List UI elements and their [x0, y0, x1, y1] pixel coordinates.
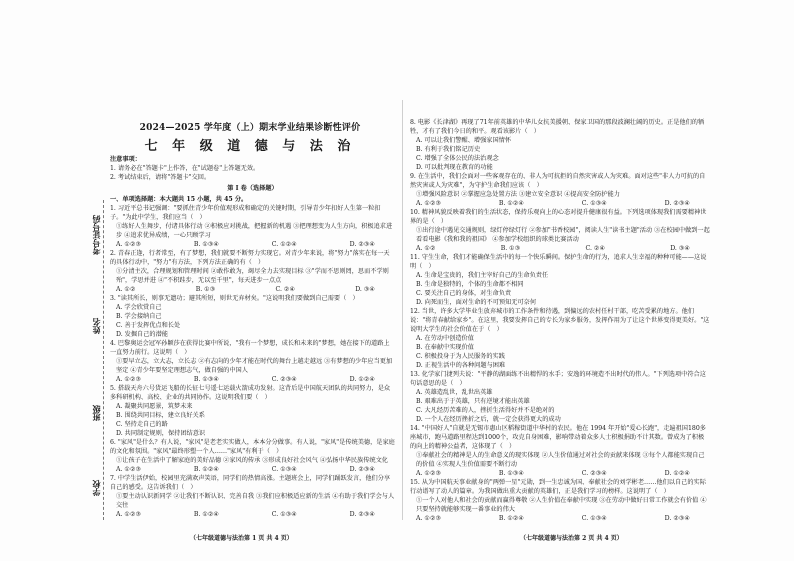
answer-choice: B. ①②④	[193, 511, 219, 518]
answer-choice: C. ②④	[275, 286, 295, 293]
question-item	[110, 438, 395, 474]
question-option: A. 凝聚共同愿景，筑梦未来	[116, 403, 193, 410]
question-option: B. 生命是独特的，个体的生命都不相同	[416, 281, 524, 288]
right-column	[410, 118, 710, 523]
question-option: ①增强风险意识 ②掌握应急处置方法 ③建立安全意识 ④提高安全防护能力	[416, 191, 620, 198]
answer-choice: B. ①③④	[193, 376, 219, 383]
answer-choices	[410, 514, 710, 523]
question-stem: 11. 守生生命，我们才能确保生活中的每一个快乐瞬间。保护生命的行为，追求人生幸福的种种可能——这说明（ ）	[410, 254, 707, 270]
question-option: D. 一个人在经历挫折之后，就一定会获得更大的成功	[416, 416, 561, 423]
answer-choice: D. ②③④	[664, 200, 690, 207]
answer-choice: A. ①②③	[416, 200, 442, 207]
answer-choice: B. ①③	[195, 286, 216, 293]
notes-title: 注意事项：	[110, 156, 141, 163]
question-option: B. 在奉献中实现价值	[416, 344, 474, 351]
question-item	[110, 204, 395, 249]
answer-choice: C. ①③④	[581, 200, 607, 207]
answer-choices	[110, 465, 395, 474]
left-column	[110, 155, 395, 519]
answer-choice: C. ①②④	[271, 241, 297, 248]
question-item	[110, 294, 395, 339]
question-list-left	[110, 204, 395, 519]
answer-choice: D. ③④	[355, 286, 375, 293]
answer-choices	[410, 244, 710, 253]
question-item	[410, 172, 710, 208]
answer-choice: C. ①③④	[271, 466, 297, 473]
question-option: ①练好人生舞步，付诸具体行动 ②积极应对挑战，把握新的机遇 ③把理想变为人生方向，积极追求进步 ④追求优异成绩，一心只顾学习	[116, 223, 393, 239]
question-item	[410, 307, 710, 370]
school-label: 学校	[91, 480, 101, 496]
answer-choice: B. ①③④	[193, 241, 219, 248]
question-stem: 14. "中国好人"自就是无锡市惠山区稻稼街道中华村的农民。他在 1994 年开始"爱心长跑"，走遍祖国180多座城市，跑马道路里程达到1000个，攻克自身困难，影响带动着众多人士积极捐助不计其数。曾成为了积极的向上的精神公益者，这体现了（ ）	[410, 425, 706, 450]
question-option: ①让孩子在生活中了解家庭的美好品德 ②家风的传承 ③形成良好社会风气 ④弘扬中华民族传统文化	[116, 457, 388, 464]
answer-choice: C. ①③④	[271, 511, 297, 518]
question-stem: 10. 精神风貌反映着我们的生活状态，保持乐观向上的心态对提升健康很有益。下列选项体现我们需要精神世界的是（ ）	[410, 209, 707, 225]
answer-choice: D. ①②④	[349, 376, 375, 383]
question-stem: 3. "读其所长，则事无遗功；避其所短，则世无弃材矣。"这说明我们要做到自己需要（ ）	[110, 295, 359, 302]
question-option: C. 增强了全体公民的法治观念	[416, 155, 499, 162]
question-option: B. 学会接纳自己	[116, 313, 162, 320]
question-item	[110, 474, 395, 519]
answer-choice: C. ②③④	[581, 470, 607, 477]
answer-choices	[110, 510, 395, 519]
question-option: ①出行途中遇见交通规则，绿灯停绿灯行 ②参加"书香校园"，阅读人生"读书主题"活动 ③在校园中做到一起看看电影《我和我的祖国》 ④参加学校组织的球类比赛活动	[416, 227, 710, 243]
question-option: ①要早立志，立大志，立长志 ②有志向的少年才能在时代的舞台上越走越远 ③有梦想的少年应当更加坚定 ④青少年要坚定理想志气，做自强的中国人	[116, 358, 393, 374]
question-option: ①要主动认识新同学 ②让我们不断认识、完善自我 ③我们应积极适应新的生活 ④有助于我们学会与人交往	[116, 493, 395, 509]
question-option: B. 围绕共同目标，建立良好关系	[116, 412, 205, 419]
question-option: C. 积极投身于为人民服务的实践	[416, 353, 505, 360]
question-item	[410, 208, 710, 253]
question-option: D. 正视生活中的各种问题与困难	[416, 362, 506, 369]
question-option: A. 在劳动中创造价值	[416, 335, 474, 342]
page-divider	[402, 100, 403, 520]
answer-choices	[410, 469, 710, 478]
question-option: C. 善于发挥优点和长处	[116, 322, 181, 329]
section-intro: 一、单项选择题：本大题共 15 小题，共 45 分。	[110, 196, 248, 203]
question-option: B. 有利于我们铭记历史	[416, 146, 481, 153]
question-option: A. 可以让我们警醒、增强家国情怀	[416, 137, 512, 144]
question-stem: 12. 当世，许多大学毕业生放弃城市的工作条件和待遇，到偏远的农村任村干部，吃苦受累的地方。他们说："将青春献给家乡"。在这里，我要发挥自己的专长为家乡服务，发挥作用为了让这个世界变得更美好。"这说明大学生的社会价值在于（ ）	[410, 308, 710, 333]
name-label: 姓名	[91, 318, 101, 334]
question-option: D. 向死而生，面对生命的不可预知无可奈何	[416, 299, 537, 306]
answer-choice: A. ①②③	[416, 470, 442, 477]
question-stem: 1. 习近平总书记强调："要抓住青少年价值观形成和确定的关键时期，引导青少年扣好人生第一粒扣子。"为此中学生，我们应当（ ）	[110, 205, 381, 221]
question-stem: 8. 电影《长津湖》再现了71年前英雄的中华儿女抗美援朝、保家卫国的那段波澜壮阔的历史。正是他们的牺牲，才有了我们今日的和平。观看该影片（ ）	[410, 119, 705, 135]
answer-choice: D. ③④	[670, 245, 690, 252]
answer-choices	[410, 199, 710, 208]
answer-choice: A. ①②③	[416, 515, 442, 522]
question-option: C. 要关注自己的身体，对生命负责	[416, 290, 512, 297]
note-item: 1. 请务必在"答题卡"上作答，在"试题卷"上答题无效。	[110, 165, 260, 172]
question-option: A. 学会欣赏自己	[116, 304, 162, 311]
answer-choice: A. ①②③	[116, 241, 142, 248]
question-option: ①一个人对他人和社会的贡献而赢得尊敬 ②人生价值在奉献中实现 ③在劳动中做好日常工作就会有价值 ④只要坚持就能够实现一番事业的伟大	[416, 497, 707, 513]
question-item	[110, 384, 395, 438]
answer-choice: B. ①②④	[498, 200, 524, 207]
answer-choice: A. ①②③	[116, 466, 142, 473]
exam-title: 2024—2025 学年度（上）期末学业结果诊断性评价	[139, 123, 361, 133]
question-option: A. 生命是宝贵的，我们主宰好自己的生命负责任	[416, 272, 549, 279]
answer-choice: D. ②③④	[349, 511, 375, 518]
answer-choice: B. ①②④	[193, 466, 219, 473]
answer-choice: C. ②③④	[271, 376, 297, 383]
question-stem: 6. "家风"是什么？有人说，"家风"是老老实实做人，本本分分做事。有人说，"家风"是传统美德，是家庭的文化和氛围。"家风"最终形塑一个人……"家风"有利于（ ）	[110, 439, 395, 455]
answer-choices	[110, 240, 395, 249]
answer-choice: D. ②③④	[349, 241, 375, 248]
question-item	[110, 339, 395, 384]
answer-choice: B. ①③④	[498, 470, 524, 477]
question-option: C. 大凡经历苦难的人，挫折生活得好并不是绝对的	[416, 407, 555, 414]
page-footer-left: （七年级道德与法治第 1 页 共 4 页）	[190, 535, 293, 542]
answer-choice: A. ①②	[116, 286, 136, 293]
question-stem: 5. 搭载天舟六号货运飞船的长征七号遥七运载火箭成功发射。这背后是中国航天团队的共同努力，是众多科研机构、高校、企业的共同协作。这说明我们要（ ）	[110, 385, 391, 401]
question-option: ①奉献社会的精神是人的生命意义的现实体现 ②人生价值通过对社会的贡献来体现 ③每个人都能实现自己的价值 ④实现人生价值需要不断行动	[416, 452, 705, 468]
answer-choice: D. ②③④	[349, 466, 375, 473]
answer-choice: B. ①③	[500, 245, 521, 252]
question-list-right	[410, 118, 710, 523]
class-label: 班级	[91, 405, 101, 421]
answer-choice: D. ②③④	[664, 515, 690, 522]
question-option: B. 艰难出于于英雄，只有逆境才能出英雄	[416, 398, 530, 405]
page-footer-right: （七年级道德与法治第 2 页 共 4 页）	[520, 535, 623, 542]
question-item	[410, 370, 710, 424]
answer-choice: A. ①②	[416, 245, 436, 252]
question-stem: 15. 从为中国航天事业献身的"两弹一星"元勋，到一生忠诚为国、奉献社会的刘学彬老……他们以自己的实际行动谱写了动人的篇章。为我国做出重大贡献的英雄们，正是我们学习的榜样。这说明了（ ）	[410, 479, 706, 495]
question-item	[410, 253, 710, 307]
question-option: D. 可以批判现在教育的功能	[416, 164, 493, 171]
question-item	[410, 424, 710, 478]
question-stem: 2. 青春正逢，行者常至，有了梦想，我们就要不断努力实现它。对青少年来说，将"努力"落实在每一天的具体行动中，"努力"有方法，下列方法正确的有（ ）	[110, 250, 390, 266]
answer-choices	[110, 375, 395, 384]
answer-choice: A. ①②③	[116, 376, 142, 383]
question-stem: 13. 化学家门捷列夫说："平静的湖面练不出精悍的水手；安逸的环境造不出时代的伟人。"下列选项中符合这句话意思的是（ ）	[410, 371, 706, 387]
answer-choices	[110, 285, 395, 294]
question-option: C. 坚持走自己的路	[116, 421, 168, 428]
question-stem: 4. 巴黎奥运会冠军孙颖莎在获得比赛中所说，"我有一个梦想，成长和未来的"梦想，她在接下的道路上一直努力前行。这说明（ ）	[110, 340, 390, 356]
note-item: 2. 考试结束后，请将"答题卡"交回。	[110, 174, 211, 181]
question-item	[410, 118, 710, 172]
question-option: A. 英雄造乱世，乱世出英雄	[416, 389, 493, 396]
binding-line	[103, 200, 104, 520]
question-item	[110, 249, 395, 294]
question-stem: 9. 在生活中，我们会面对一些客观存在的、非人为可抗拒的自然灾害或人为灾难。面对这些"非人力可抗的自然灾害或人为灾难"，为守护生命我们应该（ ）	[410, 173, 706, 189]
answer-choice: C. ②④	[585, 245, 605, 252]
answer-choice: D. ①②④	[664, 470, 690, 477]
question-stem: 7. 中学生活伊始，校园里充满欢声笑语，同学们的热情高涨。主题班会上，同学们踊跃发言，他们分享自己的感受。这告诉我们（ ）	[110, 475, 391, 491]
question-option: ①分清主次，合理规划和管理时间 ②敢作敢为，竭尽全力去实现目标 ③"学而不思则罔，思而不学则殆"，学思并进 ④"不积跬步，无以至千里"，每天进步一点点	[116, 268, 389, 284]
subject-title: 七 年 级 道 德 与 法 治	[144, 139, 356, 154]
exam-no-label: 考号证号码	[91, 215, 101, 255]
answer-choice: A. ①②③	[116, 511, 142, 518]
question-option: D. 发掘自己的潜能	[116, 331, 168, 338]
answer-choice: C. ①③④	[581, 515, 607, 522]
question-item	[410, 478, 710, 523]
question-option: D. 共同制定规则，保持团结意识	[116, 430, 206, 437]
part-title: 第 I 卷（选择题）	[227, 185, 278, 192]
answer-choice: B. ①②④	[498, 515, 524, 522]
